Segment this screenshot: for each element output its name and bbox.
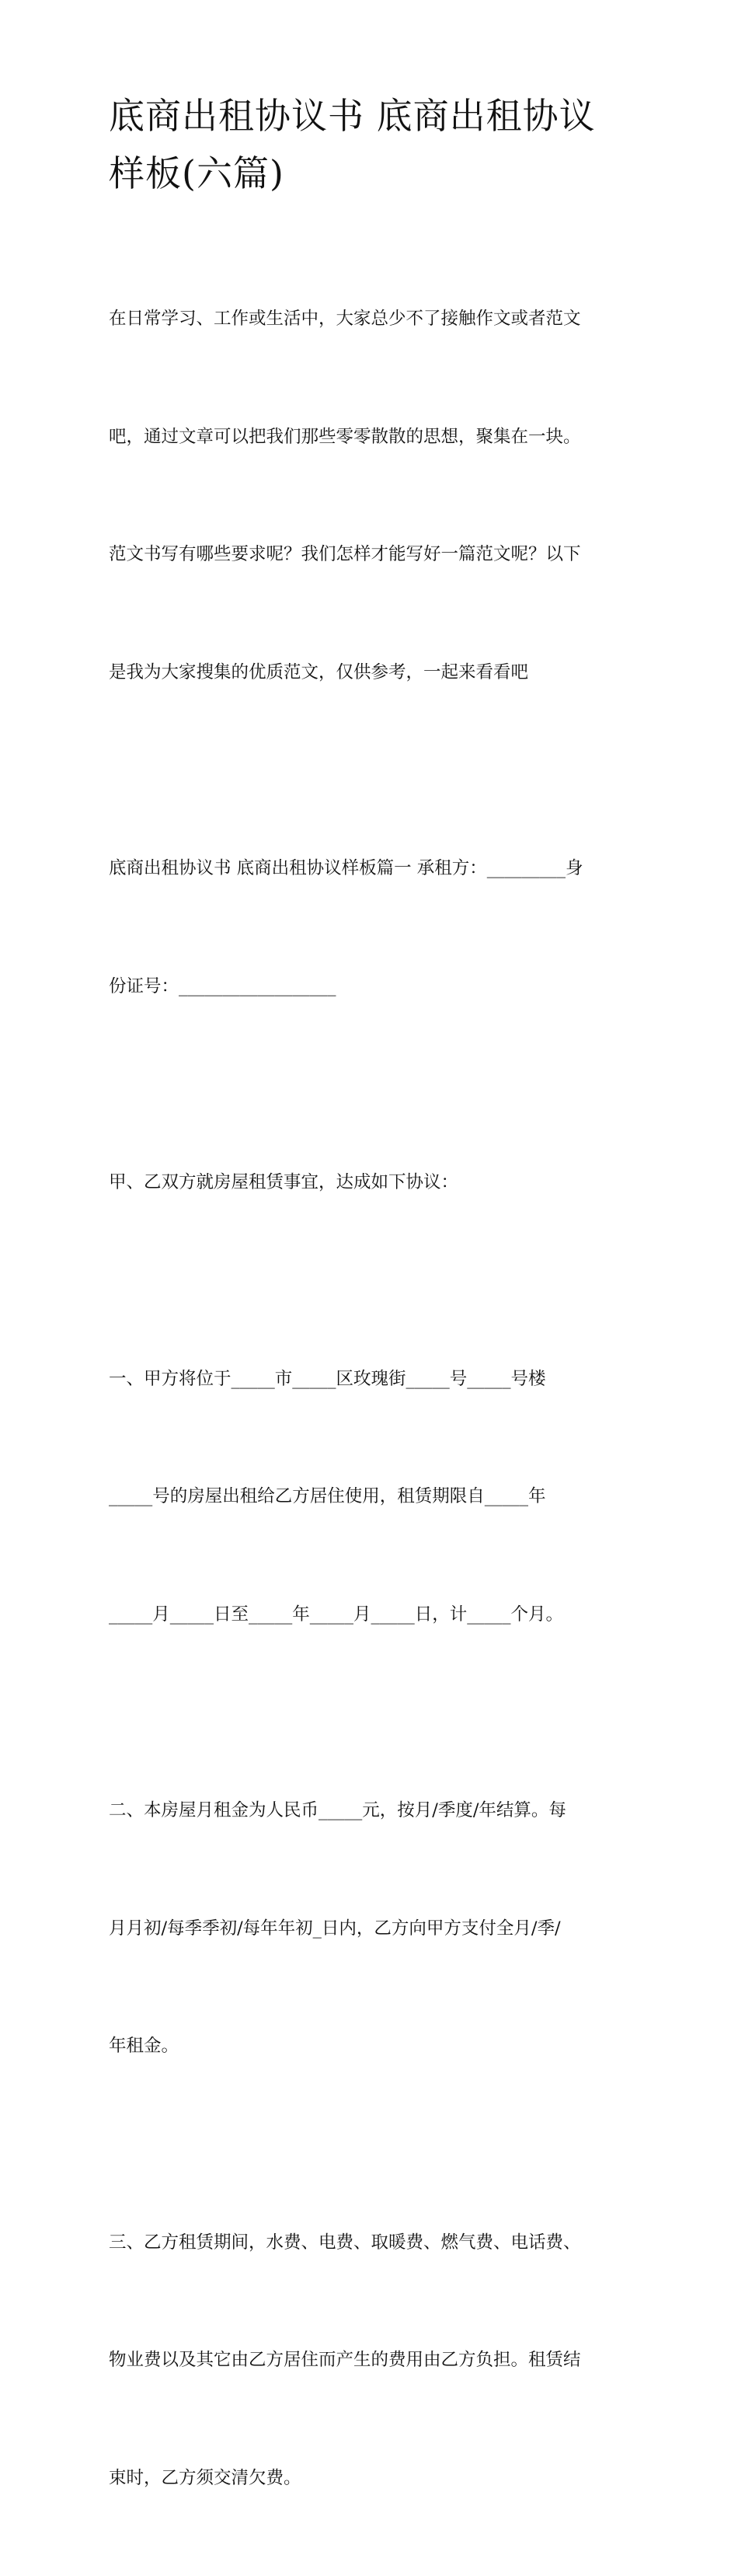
text-line: 二、本房屋月租金为人民币_____元，按月/季度/年结算。每 <box>109 1791 631 1831</box>
section-heading <box>109 770 631 1084</box>
clause-1 <box>109 1281 631 1713</box>
text-line: 年租金。 <box>109 2026 631 2066</box>
title-line: 底商出租协议书 底商出租协议 <box>109 87 631 145</box>
text-line: _____月_____日至_____年_____月_____日，计_____个月。 <box>109 1595 631 1635</box>
text-line: 物业费以及其它由乙方居住而产生的费用由乙方负担。租赁结 <box>109 2340 631 2380</box>
text-line: 月月初/每季季初/每年年初_日内，乙方向甲方支付全月/季/ <box>109 1909 631 1949</box>
text-line: 是我为大家搜集的优质范文，仅供参考，一起来看看吧 <box>109 653 631 693</box>
text-line: _____号的房屋出租给乙方居住使用，租赁期限自_____年 <box>109 1477 631 1517</box>
agreement-intro <box>109 1084 631 1281</box>
text-line: 一、甲方将位于_____市_____区玫瑰街_____号_____号楼 <box>109 1360 631 1399</box>
document-title <box>109 87 631 202</box>
title-line: 样板(六篇) <box>109 145 631 202</box>
text-line: 吧，通过文章可以把我们那些零零散散的思想，聚集在一块。 <box>109 417 631 457</box>
clause-3 <box>109 2145 631 2576</box>
text-line: 在日常学习、工作或生活中，大家总少不了接触作文或者范文 <box>109 299 631 339</box>
text-line: 份证号：__________________ <box>109 967 631 1007</box>
document-page <box>109 87 631 2576</box>
text-line: 范文书写有哪些要求呢？我们怎样才能写好一篇范文呢？以下 <box>109 535 631 574</box>
intro-paragraph <box>109 221 631 770</box>
text-line: 三、乙方租赁期间，水费、电费、取暖费、燃气费、电话费、 <box>109 2223 631 2263</box>
clause-2 <box>109 1712 631 2145</box>
text-line: 甲、乙双方就房屋租赁事宜，达成如下协议： <box>109 1163 631 1202</box>
text-line: 束时，乙方须交清欠费。 <box>109 2459 631 2498</box>
text-line: 底商出租协议书 底商出租协议样板篇一 承租方：_________身 <box>109 849 631 888</box>
